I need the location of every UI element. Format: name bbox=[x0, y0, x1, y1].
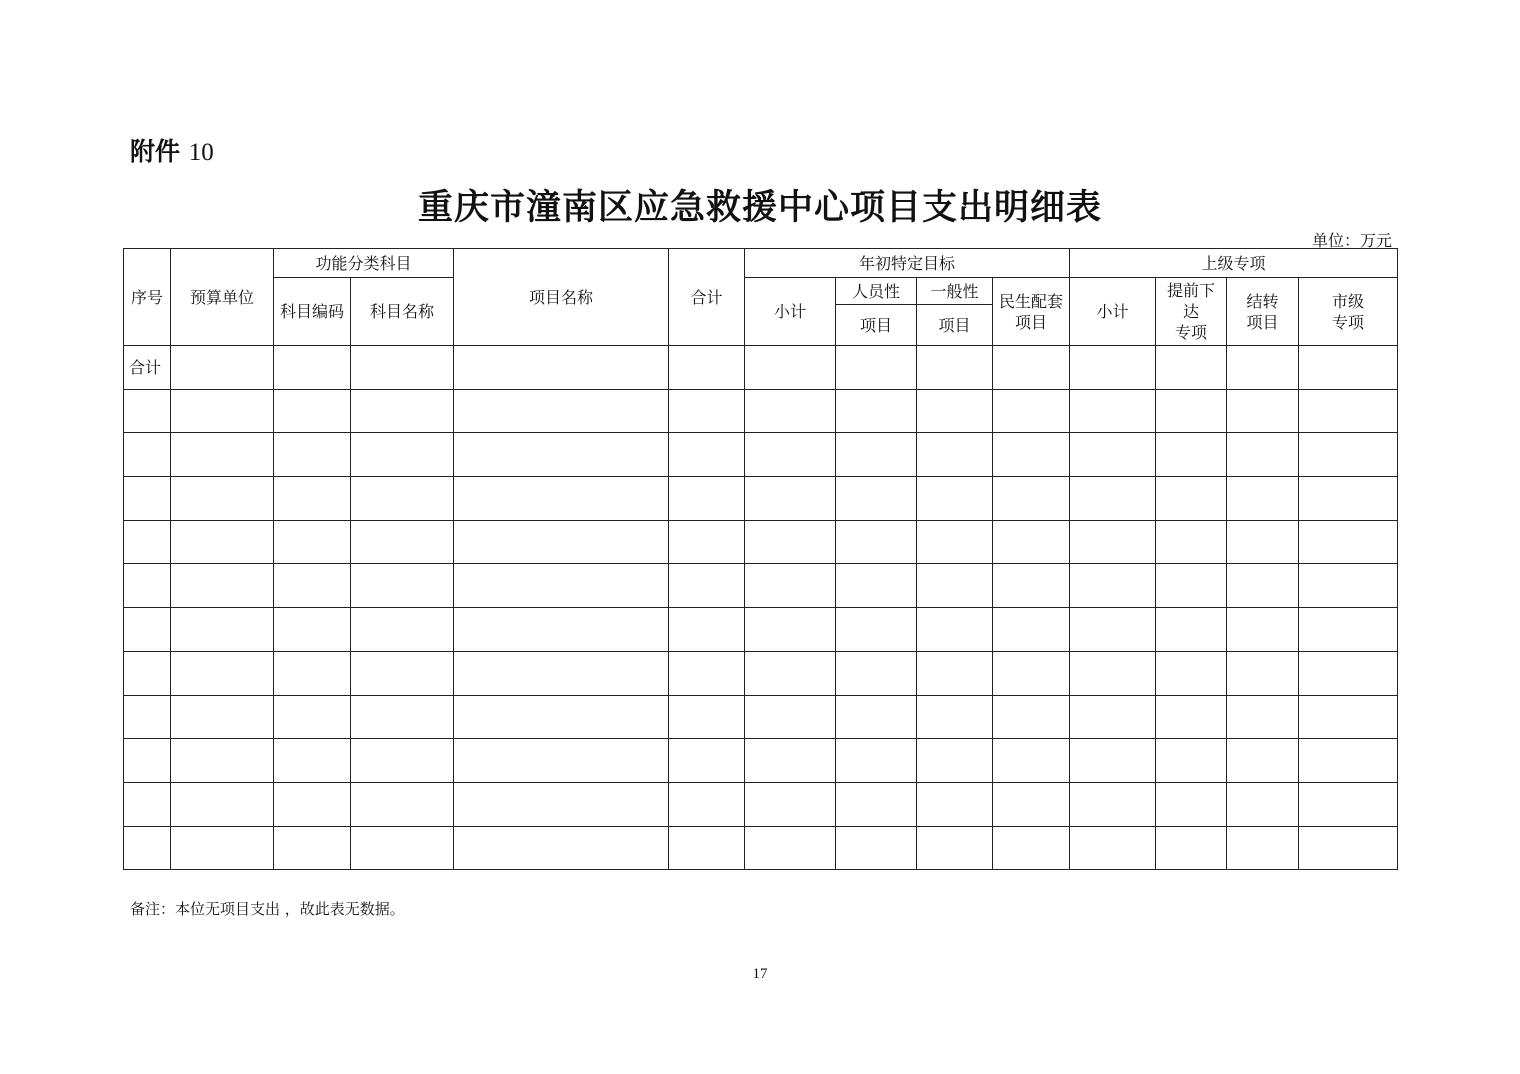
table-cell bbox=[454, 346, 669, 390]
table-cell bbox=[1156, 651, 1227, 695]
table-cell bbox=[1156, 346, 1227, 390]
header-project-name: 项目名称 bbox=[454, 249, 669, 346]
header-livelihood-line2: 项目 bbox=[1015, 312, 1048, 332]
table-cell bbox=[1070, 477, 1156, 521]
header-city-line1: 市级 bbox=[1332, 291, 1365, 311]
header-row-1 bbox=[124, 249, 1398, 278]
header-livelihood bbox=[993, 278, 1070, 346]
table-cell bbox=[171, 739, 274, 783]
table-cell bbox=[993, 477, 1070, 521]
header-city-line2: 专项 bbox=[1332, 312, 1365, 332]
row-first-cell bbox=[124, 433, 171, 477]
table-cell bbox=[669, 826, 745, 870]
header-city bbox=[1299, 278, 1398, 346]
table-cell bbox=[669, 520, 745, 564]
row-first-cell bbox=[124, 739, 171, 783]
table-cell bbox=[745, 389, 836, 433]
table-cell bbox=[1227, 389, 1299, 433]
table-cell bbox=[1156, 520, 1227, 564]
table-cell bbox=[1227, 739, 1299, 783]
table-cell bbox=[1070, 520, 1156, 564]
table-cell bbox=[1299, 389, 1398, 433]
table-row bbox=[124, 739, 1398, 783]
table-row bbox=[124, 782, 1398, 826]
header-carryover bbox=[1227, 278, 1299, 346]
table-cell bbox=[836, 826, 917, 870]
row-first-cell bbox=[124, 782, 171, 826]
table-cell bbox=[171, 564, 274, 608]
table-body bbox=[124, 346, 1398, 870]
table-cell bbox=[1299, 826, 1398, 870]
attachment-text: 附件 bbox=[130, 137, 181, 166]
table-cell bbox=[274, 608, 351, 652]
header-superior-subtotal: 小计 bbox=[1070, 278, 1156, 346]
table-cell bbox=[993, 389, 1070, 433]
table-cell bbox=[1156, 477, 1227, 521]
table-cell bbox=[1227, 651, 1299, 695]
header-personnel-bottom: 项目 bbox=[836, 305, 917, 346]
row-first-cell bbox=[124, 826, 171, 870]
table-cell bbox=[993, 651, 1070, 695]
table-cell bbox=[351, 695, 454, 739]
table-cell bbox=[669, 782, 745, 826]
table-cell bbox=[1070, 739, 1156, 783]
table-cell bbox=[454, 477, 669, 521]
table-cell bbox=[669, 651, 745, 695]
table-cell bbox=[454, 608, 669, 652]
table-cell bbox=[351, 739, 454, 783]
table-cell bbox=[993, 608, 1070, 652]
table-cell bbox=[836, 433, 917, 477]
table-cell bbox=[836, 782, 917, 826]
header-subtotal: 小计 bbox=[745, 278, 836, 346]
table-cell bbox=[171, 346, 274, 390]
table-cell bbox=[351, 782, 454, 826]
header-livelihood-line1: 民生配套 bbox=[999, 291, 1064, 311]
table-row bbox=[124, 433, 1398, 477]
table-cell bbox=[1227, 608, 1299, 652]
table-cell bbox=[669, 346, 745, 390]
table-cell bbox=[917, 389, 993, 433]
table-cell bbox=[1227, 782, 1299, 826]
table-cell bbox=[351, 389, 454, 433]
table-cell bbox=[1070, 346, 1156, 390]
table-cell bbox=[351, 346, 454, 390]
table-cell bbox=[1156, 739, 1227, 783]
table-cell bbox=[351, 826, 454, 870]
table-cell bbox=[669, 389, 745, 433]
table-cell bbox=[1070, 608, 1156, 652]
table-cell bbox=[669, 695, 745, 739]
header-superior: 上级专项 bbox=[1070, 249, 1398, 278]
footnote: 备注：本位无项目支出 ，故此表无数据。 bbox=[130, 900, 405, 918]
table-cell bbox=[454, 782, 669, 826]
header-general-top: 一般性 bbox=[917, 278, 993, 305]
table-row bbox=[124, 651, 1398, 695]
table-cell bbox=[745, 564, 836, 608]
header-carryover-line1: 结转 bbox=[1246, 291, 1279, 311]
table-cell bbox=[993, 739, 1070, 783]
header-personnel-top: 人员性 bbox=[836, 278, 917, 305]
table-cell bbox=[836, 564, 917, 608]
table-row bbox=[124, 389, 1398, 433]
table-cell bbox=[1299, 651, 1398, 695]
table-cell bbox=[274, 346, 351, 390]
table-cell bbox=[1156, 433, 1227, 477]
table-cell bbox=[669, 739, 745, 783]
table-cell bbox=[351, 608, 454, 652]
header-advance-line1: 提前下 bbox=[1167, 281, 1216, 300]
table-row bbox=[124, 520, 1398, 564]
table-cell bbox=[171, 651, 274, 695]
table-cell bbox=[454, 695, 669, 739]
table-cell bbox=[836, 520, 917, 564]
table-row bbox=[124, 477, 1398, 521]
table-cell bbox=[745, 346, 836, 390]
row-first-cell bbox=[124, 608, 171, 652]
header-carryover-line2: 项目 bbox=[1246, 312, 1279, 332]
header-func-category: 功能分类科目 bbox=[274, 249, 454, 278]
table-cell bbox=[1070, 564, 1156, 608]
table-cell bbox=[454, 739, 669, 783]
table-cell bbox=[351, 651, 454, 695]
table-cell bbox=[1299, 346, 1398, 390]
table-cell bbox=[917, 564, 993, 608]
row-first-cell: 合计 bbox=[124, 346, 171, 390]
table-cell bbox=[454, 520, 669, 564]
table-cell bbox=[1070, 389, 1156, 433]
table-cell bbox=[1299, 608, 1398, 652]
header-total: 合计 bbox=[669, 249, 745, 346]
table-cell bbox=[274, 782, 351, 826]
table-cell bbox=[1156, 564, 1227, 608]
table-cell bbox=[836, 739, 917, 783]
table-cell bbox=[1227, 826, 1299, 870]
table-cell bbox=[351, 564, 454, 608]
row-first-cell bbox=[124, 389, 171, 433]
table-cell bbox=[454, 433, 669, 477]
table-cell bbox=[917, 651, 993, 695]
table-cell bbox=[745, 433, 836, 477]
table-cell bbox=[1227, 520, 1299, 564]
table-cell bbox=[836, 346, 917, 390]
header-advance-line3: 专项 bbox=[1175, 323, 1208, 342]
table-cell bbox=[1299, 477, 1398, 521]
table-cell bbox=[917, 739, 993, 783]
table-cell bbox=[1227, 695, 1299, 739]
header-subject-code: 科目编码 bbox=[274, 278, 351, 346]
table-cell bbox=[917, 433, 993, 477]
header-advance-line2: 达 bbox=[1183, 302, 1200, 321]
table-cell bbox=[274, 433, 351, 477]
header-advance bbox=[1156, 278, 1227, 346]
header-seq: 序号 bbox=[124, 249, 171, 346]
table-cell bbox=[1070, 651, 1156, 695]
page-number: 17 bbox=[752, 966, 768, 982]
table-cell bbox=[274, 564, 351, 608]
table-cell bbox=[745, 477, 836, 521]
table-cell bbox=[171, 477, 274, 521]
table-cell bbox=[274, 389, 351, 433]
table-cell bbox=[745, 608, 836, 652]
table-cell bbox=[836, 651, 917, 695]
row-first-cell bbox=[124, 695, 171, 739]
table-cell bbox=[1299, 695, 1398, 739]
table-cell bbox=[1299, 564, 1398, 608]
table-row bbox=[124, 695, 1398, 739]
table-cell bbox=[993, 433, 1070, 477]
table-cell bbox=[171, 826, 274, 870]
table-cell bbox=[669, 433, 745, 477]
table-cell bbox=[993, 564, 1070, 608]
table-cell bbox=[351, 433, 454, 477]
table-cell bbox=[454, 826, 669, 870]
table-cell bbox=[745, 651, 836, 695]
table-cell bbox=[274, 520, 351, 564]
header-annual-target: 年初特定目标 bbox=[745, 249, 1070, 278]
expenditure-table bbox=[123, 248, 1398, 870]
table-cell bbox=[171, 782, 274, 826]
table-cell bbox=[351, 477, 454, 521]
row-first-cell bbox=[124, 564, 171, 608]
table-cell bbox=[836, 608, 917, 652]
table-cell bbox=[1299, 520, 1398, 564]
table-cell bbox=[274, 826, 351, 870]
table-cell bbox=[917, 520, 993, 564]
attachment-number: 10 bbox=[188, 139, 214, 166]
table-cell bbox=[917, 782, 993, 826]
table-cell bbox=[1227, 564, 1299, 608]
table-cell bbox=[274, 651, 351, 695]
header-subject-name: 科目名称 bbox=[351, 278, 454, 346]
header-general-bottom: 项目 bbox=[917, 305, 993, 346]
table-cell bbox=[745, 826, 836, 870]
table-cell bbox=[1227, 433, 1299, 477]
table-cell bbox=[836, 695, 917, 739]
table-cell bbox=[836, 477, 917, 521]
table-cell bbox=[745, 695, 836, 739]
table-cell bbox=[1156, 695, 1227, 739]
table-row bbox=[124, 564, 1398, 608]
table-cell bbox=[1299, 433, 1398, 477]
table-cell bbox=[454, 651, 669, 695]
table-cell bbox=[351, 520, 454, 564]
table-cell bbox=[1227, 477, 1299, 521]
row-first-cell bbox=[124, 477, 171, 521]
table-cell bbox=[669, 477, 745, 521]
table-cell bbox=[171, 433, 274, 477]
table-cell bbox=[1070, 433, 1156, 477]
table-row bbox=[124, 826, 1398, 870]
table-row bbox=[124, 346, 1398, 390]
attachment-label bbox=[130, 132, 214, 168]
table-cell bbox=[745, 782, 836, 826]
table-cell bbox=[171, 695, 274, 739]
table-cell bbox=[836, 389, 917, 433]
table-cell bbox=[993, 346, 1070, 390]
header-budget-unit: 预算单位 bbox=[171, 249, 274, 346]
table-cell bbox=[1156, 389, 1227, 433]
row-first-cell bbox=[124, 520, 171, 564]
table-cell bbox=[171, 520, 274, 564]
page-title: 重庆市潼南区应急救援中心项目支出明细表 bbox=[417, 187, 1102, 228]
table-cell bbox=[274, 739, 351, 783]
table-cell bbox=[171, 389, 274, 433]
table-cell bbox=[274, 695, 351, 739]
table-cell bbox=[917, 477, 993, 521]
table-cell bbox=[1299, 782, 1398, 826]
unit-label: 单位：万元 bbox=[1311, 231, 1392, 250]
table-cell bbox=[993, 520, 1070, 564]
table-cell bbox=[1156, 826, 1227, 870]
table-cell bbox=[454, 564, 669, 608]
table-cell bbox=[745, 520, 836, 564]
table-cell bbox=[993, 826, 1070, 870]
table-cell bbox=[917, 608, 993, 652]
table-cell bbox=[1070, 695, 1156, 739]
table-cell bbox=[454, 389, 669, 433]
table-cell bbox=[1070, 782, 1156, 826]
table-cell bbox=[993, 782, 1070, 826]
table-cell bbox=[274, 477, 351, 521]
table-cell bbox=[917, 695, 993, 739]
table-cell bbox=[1156, 782, 1227, 826]
table-cell bbox=[993, 695, 1070, 739]
table-cell bbox=[1299, 739, 1398, 783]
table-cell bbox=[1227, 346, 1299, 390]
table-row bbox=[124, 608, 1398, 652]
table-cell bbox=[669, 564, 745, 608]
table-cell bbox=[1156, 608, 1227, 652]
header-row-2 bbox=[124, 278, 1398, 305]
table-cell bbox=[917, 346, 993, 390]
table-cell bbox=[917, 826, 993, 870]
row-first-cell bbox=[124, 651, 171, 695]
table-cell bbox=[1070, 826, 1156, 870]
table-cell bbox=[669, 608, 745, 652]
table-cell bbox=[171, 608, 274, 652]
table-cell bbox=[745, 739, 836, 783]
